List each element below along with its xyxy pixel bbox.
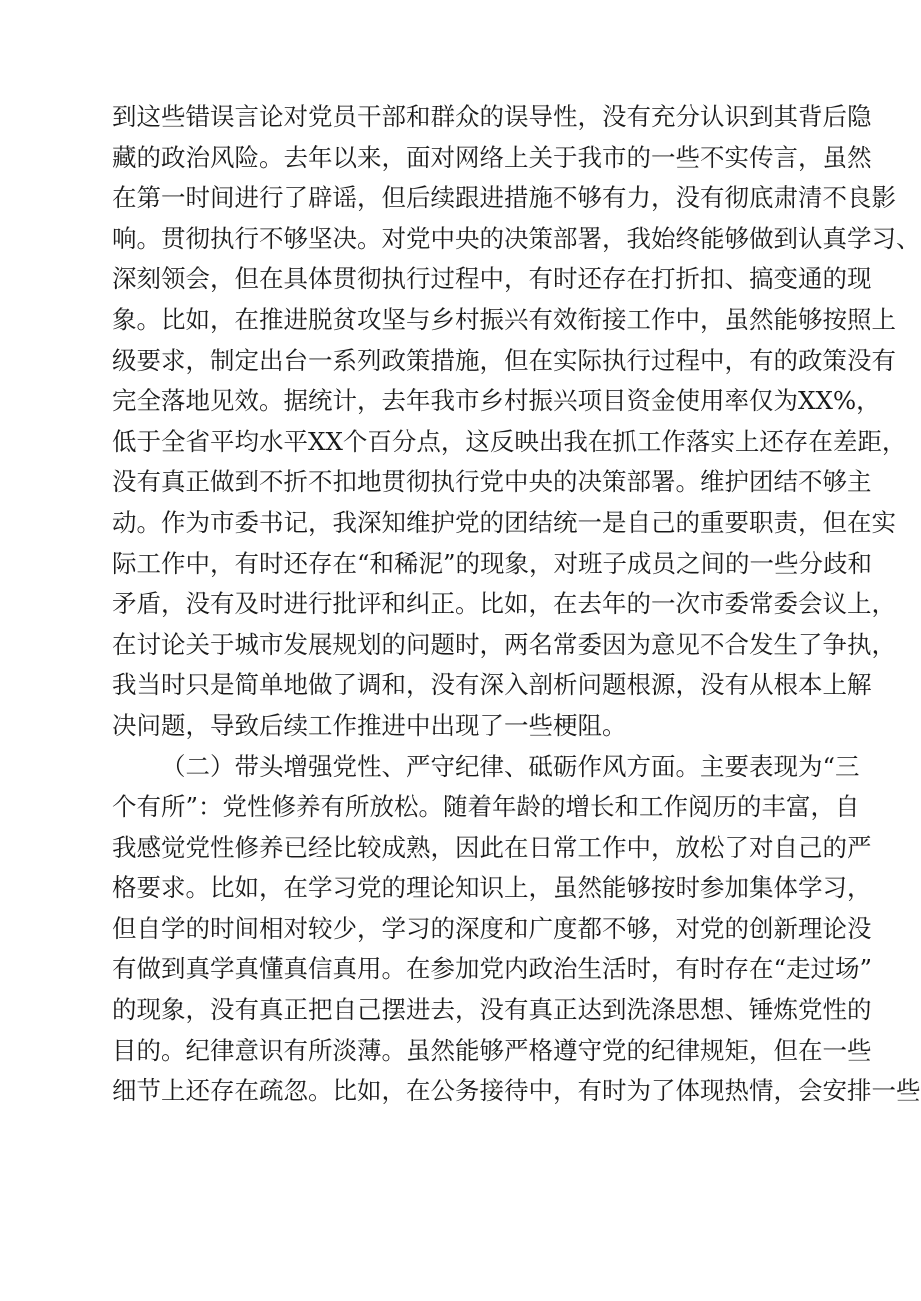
text-line: 没有真正做到不折不扣地贯彻执行党中央的决策部署。维护团结不够主 [112, 467, 872, 497]
text-line: 格要求。比如，在学习党的理论知识上，虽然能够按时参加集体学习， [112, 873, 872, 903]
paragraph [112, 97, 921, 747]
text-line: 我感觉党性修养已经比较成熟，因此在日常工作中，放松了对自己的严 [112, 832, 872, 862]
text-line: 藏的政治风险。去年以来，面对网络上关于我市的一些不实传言，虽然 [112, 142, 872, 172]
text-line: 但自学的时间相对较少，学习的深度和广度都不够，对党的创新理论没 [112, 913, 872, 943]
paragraph [112, 747, 921, 1112]
text-line: 低于全省平均水平XX个百分点，这反映出我在抓工作落实上还存在差距， [112, 426, 907, 456]
text-line: 响。贯彻执行不够坚决。对党中央的决策部署，我始终能够做到认真学习、 [112, 223, 921, 253]
text-line: 有做到真学真懂真信真用。在参加党内政治生活时，有时存在“走过场” [112, 954, 873, 984]
document-body [112, 97, 921, 1112]
text-line: 到这些错误言论对党员干部和群众的误导性，没有充分认识到其背后隐 [112, 102, 872, 131]
text-line: 完全落地见效。据统计，去年我市乡村振兴项目资金使用率仅为XX%， [112, 386, 881, 416]
text-line: 在讨论关于城市发展规划的问题时，两名常委因为意见不合发生了争执， [112, 629, 896, 659]
text-line: 深刻领会，但在具体贯彻执行过程中，有时还存在打折扣、搞变通的现 [112, 264, 872, 294]
text-line: 目的。纪律意识有所淡薄。虽然能够严格遵守党的纪律规矩，但在一些 [112, 1035, 872, 1065]
text-line: （二）带头增强党性、严守纪律、砥砺作风方面。主要表现为“三 [161, 751, 860, 781]
text-line: 级要求，制定出台一系列政策措施，但在实际执行过程中，有的政策没有 [112, 345, 896, 375]
text-line: 个有所”：党性修养有所放松。随着年龄的增长和工作阅历的丰富，自 [112, 792, 860, 822]
text-line: 象。比如，在推进脱贫攻坚与乡村振兴有效衔接工作中，虽然能够按照上 [112, 304, 896, 334]
text-line: 决问题，导致后续工作推进中出现了一些梗阻。 [112, 710, 627, 740]
text-line: 细节上还存在疏忽。比如，在公务接待中，有时为了体现热情，会安排一些 [112, 1076, 921, 1106]
text-line: 动。作为市委书记，我深知维护党的团结统一是自己的重要职责，但在实 [112, 507, 896, 537]
text-line: 我当时只是简单地做了调和，没有深入剖析问题根源，没有从根本上解 [112, 670, 872, 700]
text-line: 际工作中，有时还存在“和稀泥”的现象，对班子成员之间的一些分歧和 [112, 548, 873, 578]
text-line: 在第一时间进行了辟谣，但后续跟进措施不够有力，没有彻底肃清不良影 [112, 183, 896, 213]
text-line: 矛盾，没有及时进行批评和纠正。比如，在去年的一次市委常委会议上， [112, 589, 896, 619]
text-line: 的现象，没有真正把自己摆进去，没有真正达到洗涤思想、锤炼党性的 [112, 995, 872, 1025]
